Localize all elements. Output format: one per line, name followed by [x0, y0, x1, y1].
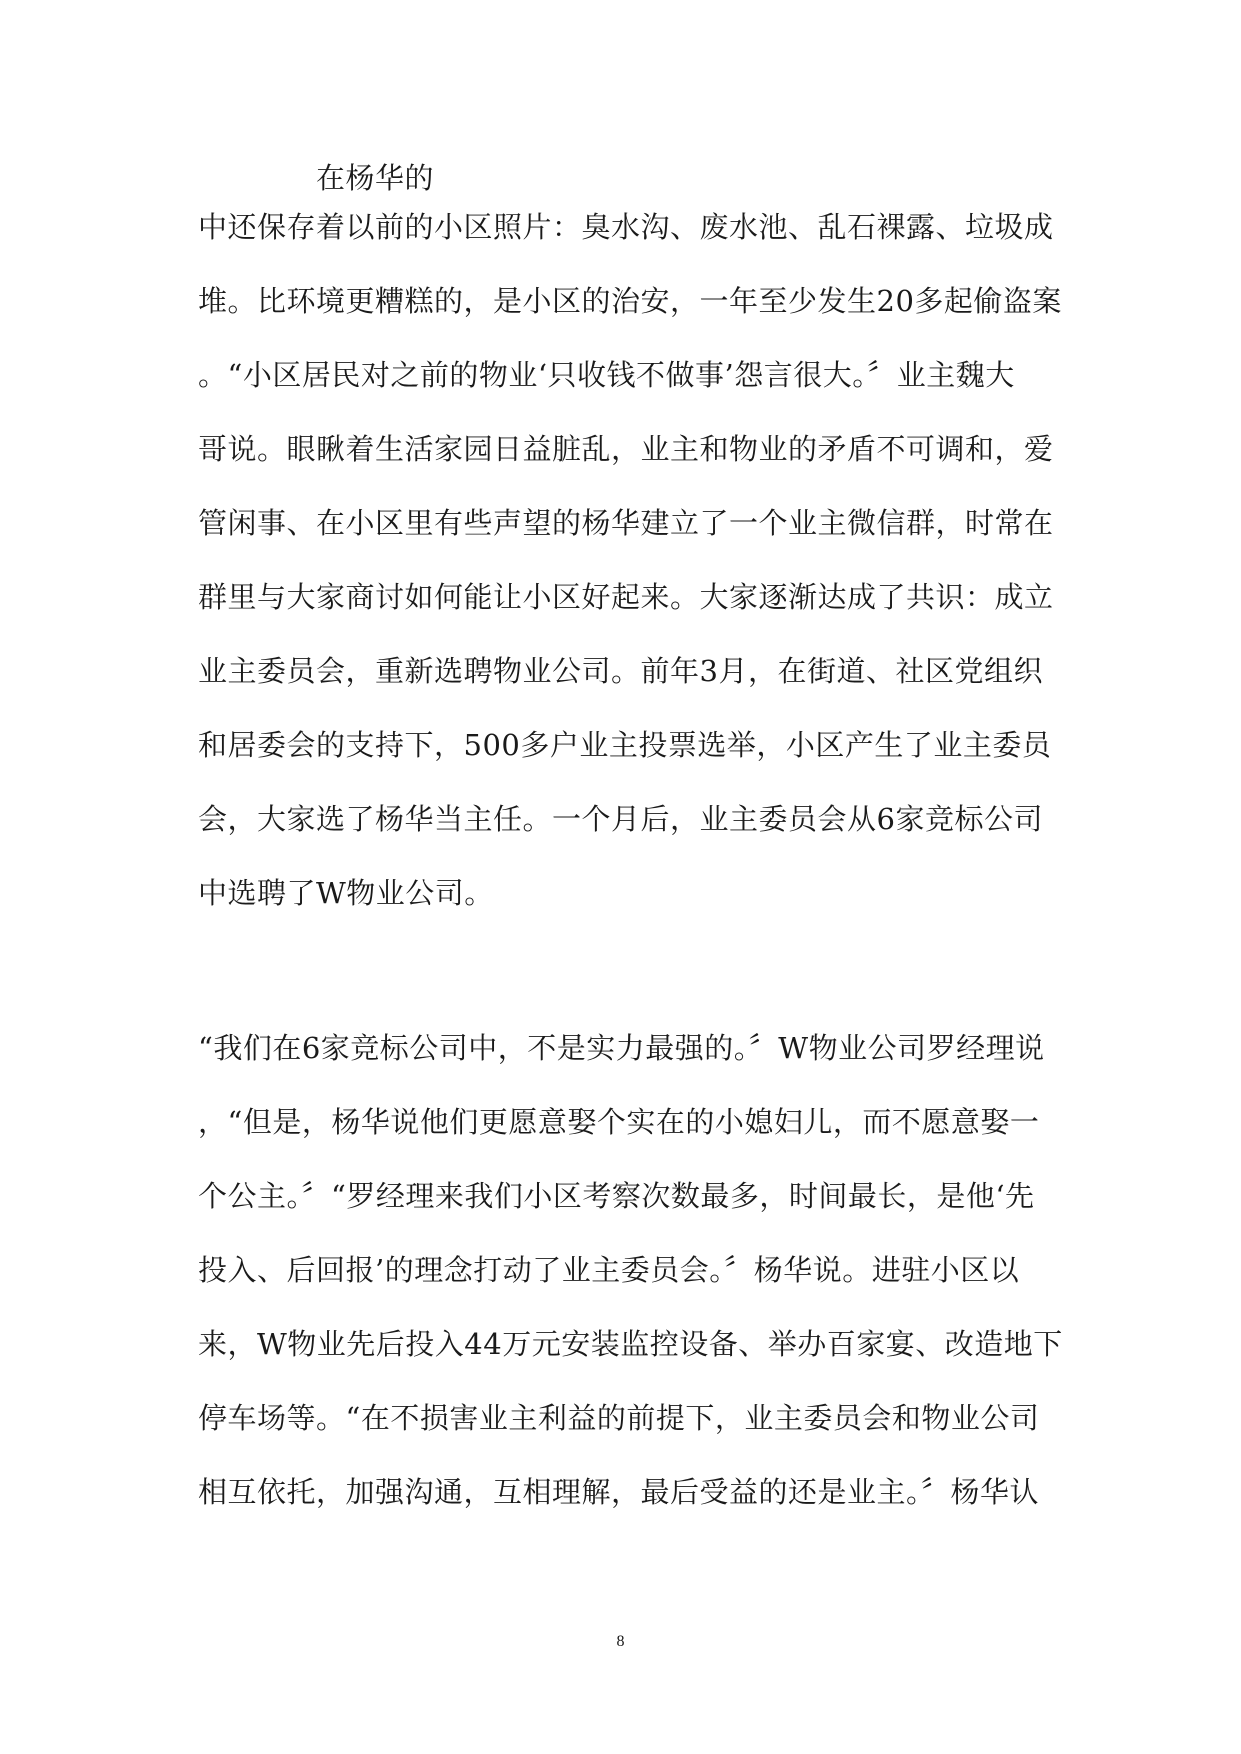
paragraph-1-line-11: 中选聘了W物业公司。	[198, 876, 494, 910]
paragraph-1-line-9: 和居委会的支持下，500多户业主投票选举，小区产生了业主委员	[198, 728, 1052, 762]
paragraph-1-line-5: 哥说。眼瞅着生活家园日益脏乱，业主和物业的矛盾不可调和，爱	[198, 432, 1054, 466]
paragraph-2-line-4: 投入、后回报’的理念打动了业主委员会。〞杨华说。进驻小区以	[198, 1253, 1020, 1287]
paragraph-1-line-10: 会，大家选了杨华当主任。一个月后，业主委员会从6家竞标公司	[198, 802, 1043, 836]
paragraph-1-line-3: 堆。比环境更糟糕的，是小区的治安，一年至少发生20多起偷盗案	[198, 284, 1062, 318]
paragraph-1-line-4: 。“小区居民对之前的物业‘只收钱不做事’怨言很大。〞业主魏大	[198, 358, 1015, 392]
paragraph-2-line-5: 来，W物业先后投入44万元安装监控设备、举办百家宴、改造地下	[198, 1327, 1063, 1361]
page-number: 8	[616, 1633, 625, 1650]
paragraph-1-line-1: 在杨华的	[316, 161, 435, 195]
paragraph-2-line-7: 相互依托，加强沟通，互相理解，最后受益的还是业主。〞杨华认	[198, 1475, 1040, 1509]
paragraph-2-line-3: 个公主。〞“罗经理来我们小区考察次数最多，时间最长，是他‘先	[198, 1179, 1035, 1213]
paragraph-1-line-8: 业主委员会，重新选聘物业公司。前年3月，在街道、社区党组织	[198, 654, 1043, 688]
paragraph-1-line-2: 中还保存着以前的小区照片：臭水沟、废水池、乱石裸露、垃圾成	[198, 210, 1054, 244]
paragraph-2-line-6: 停车场等。“在不损害业主利益的前提下，业主委员会和物业公司	[198, 1401, 1040, 1435]
paragraph-1-line-7: 群里与大家商讨如何能让小区好起来。大家逐渐达成了共识：成立	[198, 580, 1054, 614]
paragraph-2-line-1: “我们在6家竞标公司中，不是实力最强的。〞W物业公司罗经理说	[198, 1031, 1045, 1065]
paragraph-2-line-2: ，“但是，杨华说他们更愿意娶个实在的小媳妇儿，而不愿意娶一	[198, 1105, 1040, 1139]
paragraph-1-line-6: 管闲事、在小区里有些声望的杨华建立了一个业主微信群，时常在	[198, 506, 1054, 540]
